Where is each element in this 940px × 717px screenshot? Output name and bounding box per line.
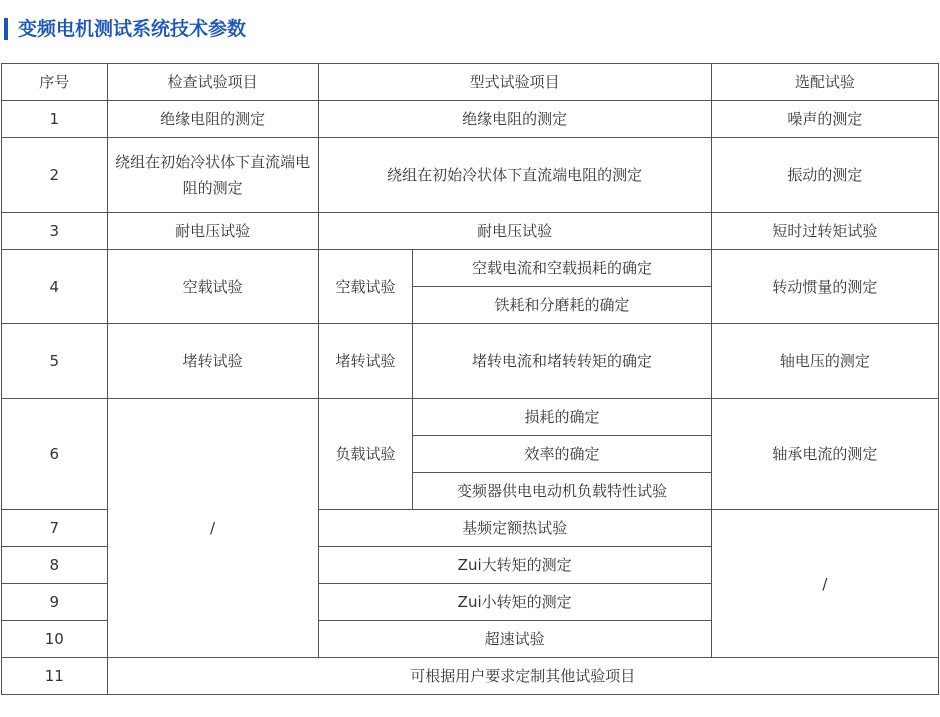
table-row [2,399,939,436]
table-row [2,213,939,250]
row-no: 7 [2,510,108,547]
type-item: 耐电压试验 [318,213,711,250]
check-item: 堵转试验 [107,324,318,399]
optional-item: 短时过转矩试验 [711,213,938,250]
section-header [0,14,940,42]
type-subitem: 空载电流和空载损耗的确定 [413,250,711,287]
table-row [2,138,939,213]
table-row [2,101,939,138]
row-no: 8 [2,547,108,584]
optional-item: 轴电压的测定 [711,324,938,399]
type-group: 负载试验 [318,399,413,510]
table-row [2,324,939,399]
check-item: 耐电压试验 [107,213,318,250]
row-no: 10 [2,621,108,658]
type-item: 超速试验 [318,621,711,658]
custom-note: 可根据用户要求定制其他试验项目 [107,658,938,695]
table-row [2,658,939,695]
type-item: Zui小转矩的测定 [318,584,711,621]
type-subitem: 效率的确定 [413,436,711,473]
section-title: 变频电机测试系统技术参数 [18,18,247,40]
table-header-row [2,64,939,101]
row-no: 6 [2,399,108,510]
type-subitem: 变频器供电电动机负载特性试验 [413,473,711,510]
optional-item: 振动的测定 [711,138,938,213]
header-no: 序号 [2,64,108,101]
optional-item-empty: / [711,510,938,658]
header-type: 型式试验项目 [318,64,711,101]
row-no: 3 [2,213,108,250]
type-item: 绕组在初始冷状体下直流端电阻的测定 [318,138,711,213]
table-row [2,250,939,287]
type-item: 基频定额热试验 [318,510,711,547]
type-subitem: 损耗的确定 [413,399,711,436]
row-no: 9 [2,584,108,621]
optional-item: 噪声的测定 [711,101,938,138]
row-no: 4 [2,250,108,324]
type-subitem: 堵转电流和堵转转矩的确定 [413,324,711,399]
type-group: 堵转试验 [318,324,413,399]
check-item: 绝缘电阻的测定 [107,101,318,138]
header-check: 检查试验项目 [107,64,318,101]
row-no: 1 [2,101,108,138]
title-accent-bar [4,18,8,40]
check-item: 空载试验 [107,250,318,324]
type-subitem: 铁耗和分磨耗的确定 [413,287,711,324]
header-optional: 选配试验 [711,64,938,101]
row-no: 2 [2,138,108,213]
spec-table [1,63,939,695]
optional-item: 轴承电流的测定 [711,399,938,510]
optional-item: 转动惯量的测定 [711,250,938,324]
row-no: 11 [2,658,108,695]
row-no: 5 [2,324,108,399]
check-item: 绕组在初始冷状体下直流端电阻的测定 [107,138,318,213]
type-group: 空载试验 [318,250,413,324]
check-item-empty: / [107,399,318,658]
type-item: 绝缘电阻的测定 [318,101,711,138]
type-item: Zui大转矩的测定 [318,547,711,584]
